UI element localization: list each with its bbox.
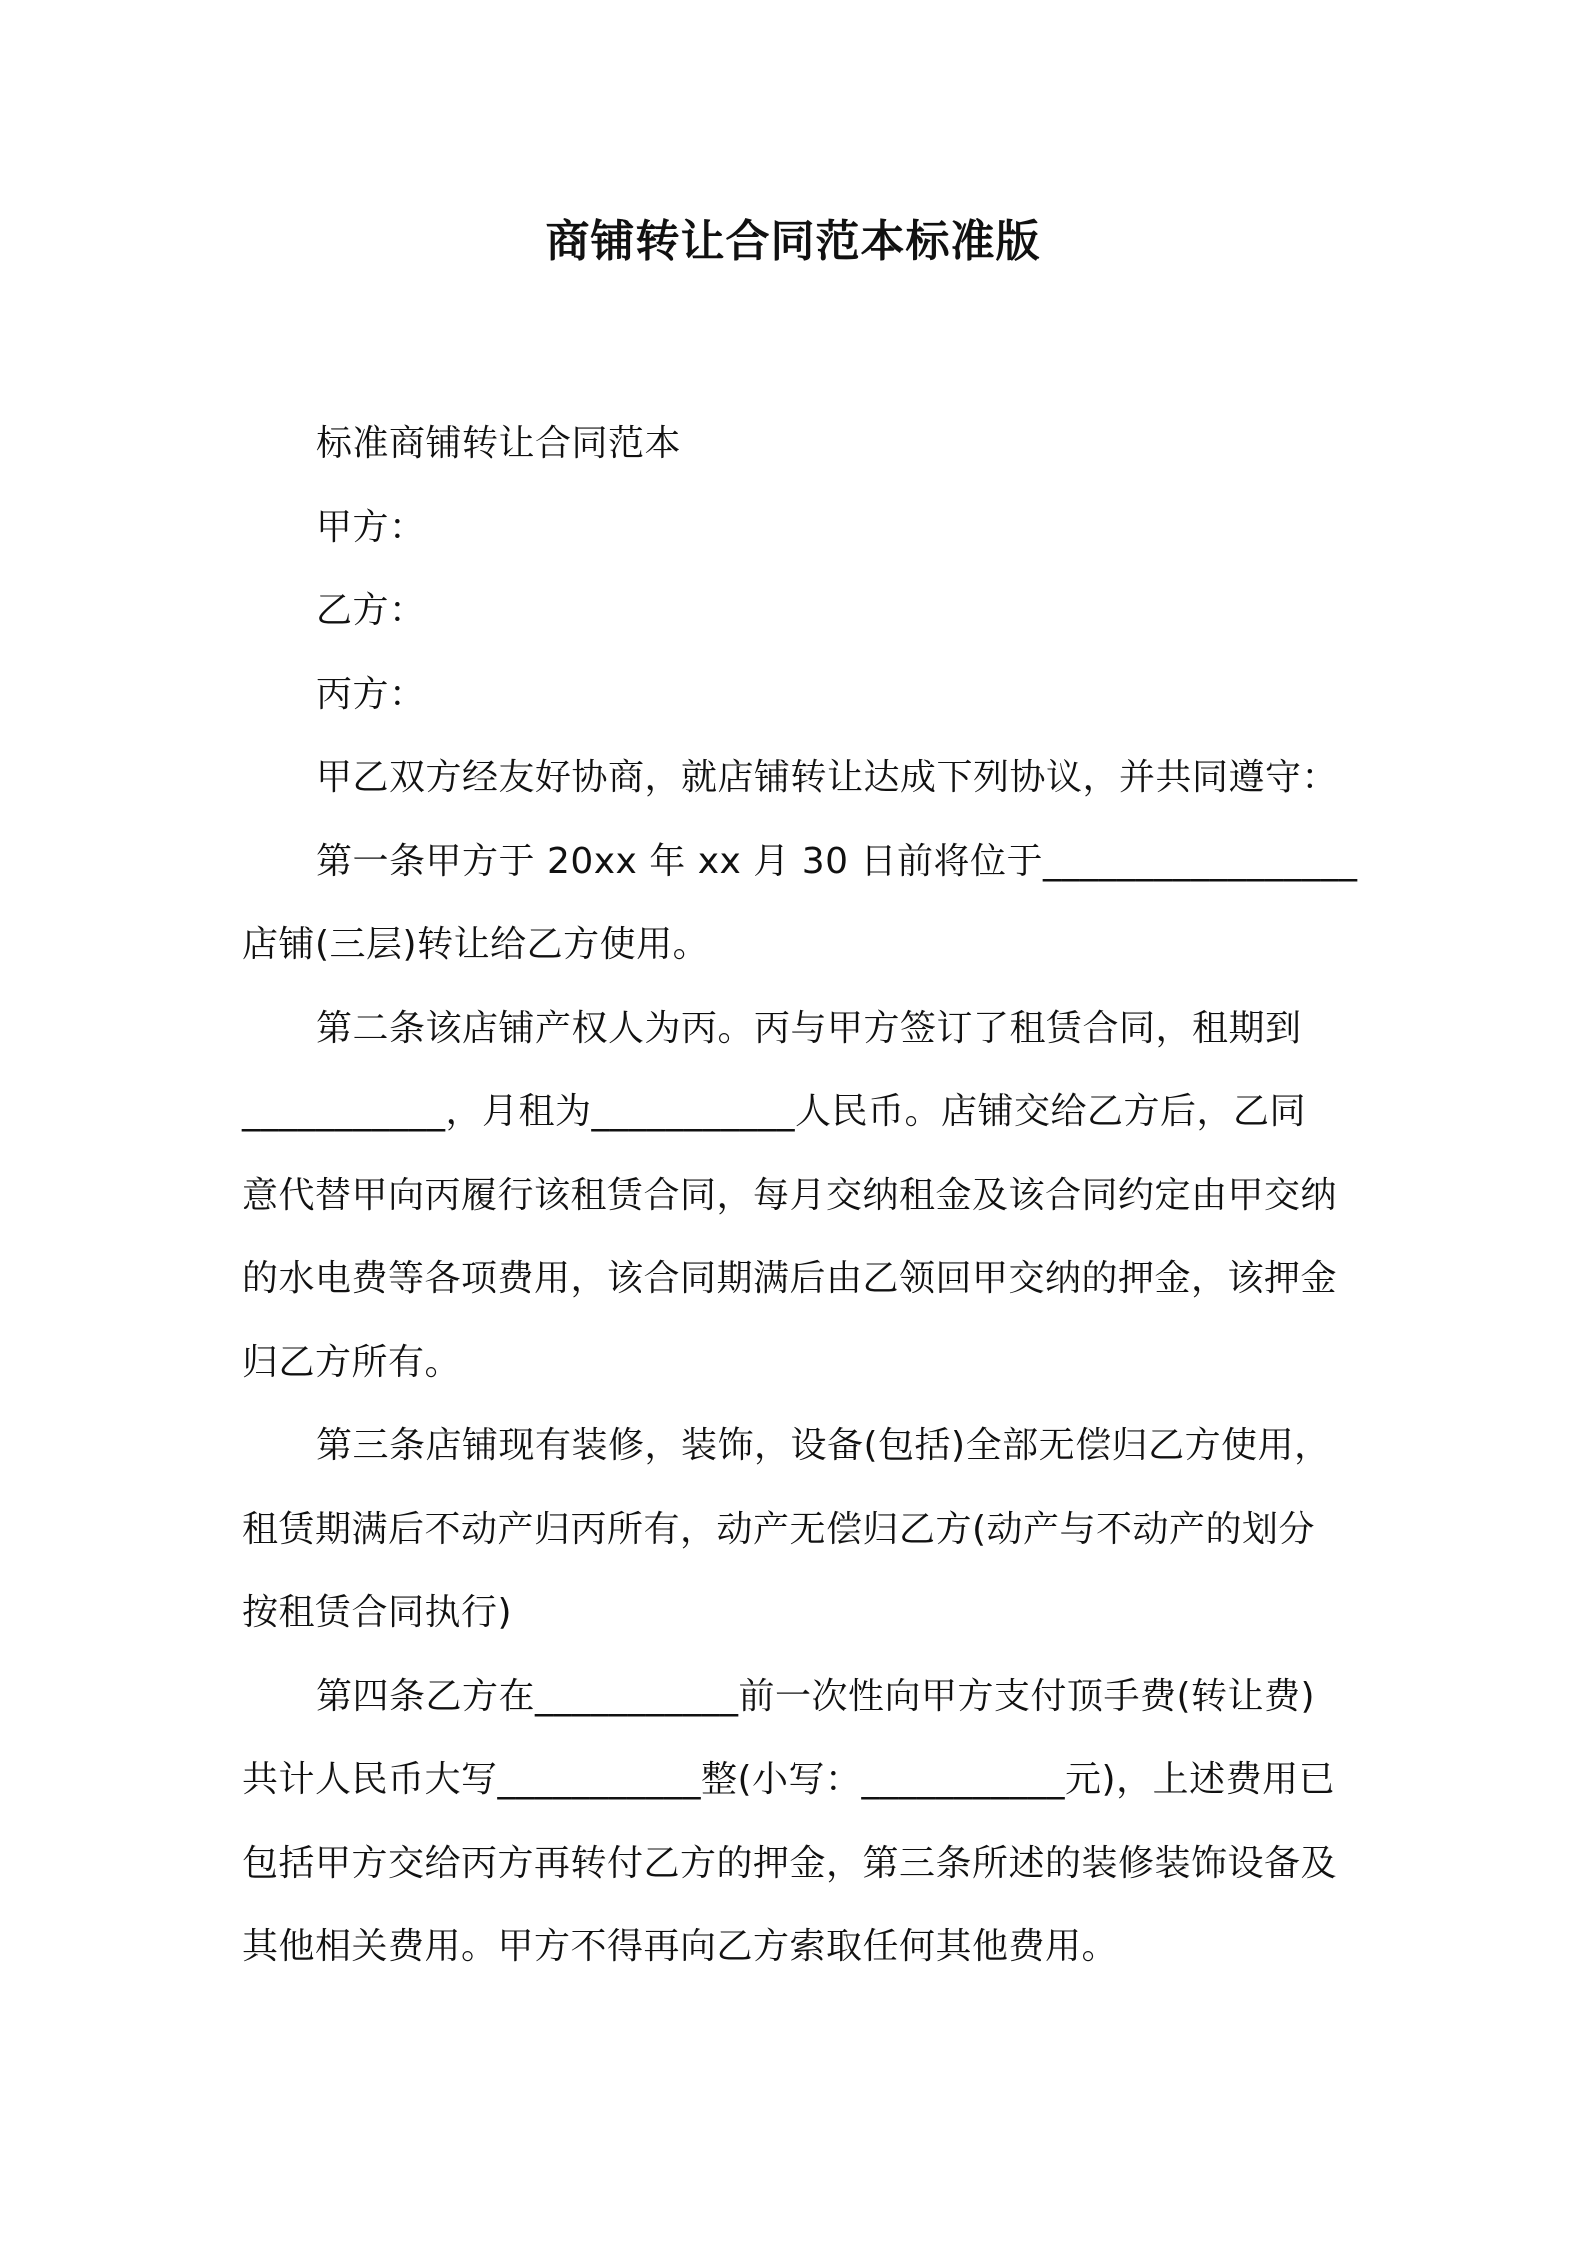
article-3-line-1: 第三条店铺现有装修，装饰，设备(包括)全部无偿归乙方使用， (316, 1425, 1331, 1466)
article-3-line-2: 租赁期满后不动产归丙所有，动产无偿归乙方(动产与不动产的划分 (242, 1508, 1316, 1550)
article-2-line-1: 第二条该店铺产权人为丙。丙与甲方签订了租赁合同，租期到 (316, 1007, 1302, 1049)
document-title: 商铺转让合同范本标准版 (545, 216, 1041, 267)
article-2-line-2: ___________，月租为___________人民币。店铺交给乙方后，乙同 (242, 1091, 1307, 1132)
party-b-line: 乙方： (316, 590, 426, 631)
preamble-line: 甲乙双方经友好协商，就店铺转让达成下列协议，并共同遵守： (316, 757, 1339, 798)
article-4-line-2: 共计人民币大写___________整(小写：___________元)，上述费用已 (242, 1759, 1336, 1800)
article-1-line-1: 第一条甲方于 20xx 年 xx 月 30 日前将位于_________________ (316, 840, 1358, 882)
party-a-line: 甲方： (316, 506, 426, 548)
article-2-line-5: 归乙方所有。 (242, 1341, 462, 1383)
article-2-line-4: 的水电费等各项费用，该合同期满后由乙领回甲交纳的押金，该押金 (242, 1258, 1338, 1299)
document-body (242, 402, 1358, 1989)
article-2-line-3: 意代替甲向丙履行该租赁合同，每月交纳租金及该合同约定由甲交纳 (242, 1174, 1338, 1216)
article-4-line-1: 第四条乙方在___________前一次性向甲方支付顶手费(转让费) (316, 1675, 1316, 1717)
article-1-line-2: 店铺(三层)转让给乙方使用。 (242, 924, 710, 965)
article-4-line-3: 包括甲方交给丙方再转付乙方的押金，第三条所述的装修装饰设备及 (242, 1842, 1338, 1884)
article-4-line-4: 其他相关费用。甲方不得再向乙方索取任何其他费用。 (242, 1926, 1119, 1967)
subtitle-line: 标准商铺转让合同范本 (316, 423, 682, 464)
party-c-line: 丙方： (316, 673, 426, 715)
article-3-line-3: 按租赁合同执行) (242, 1592, 513, 1633)
